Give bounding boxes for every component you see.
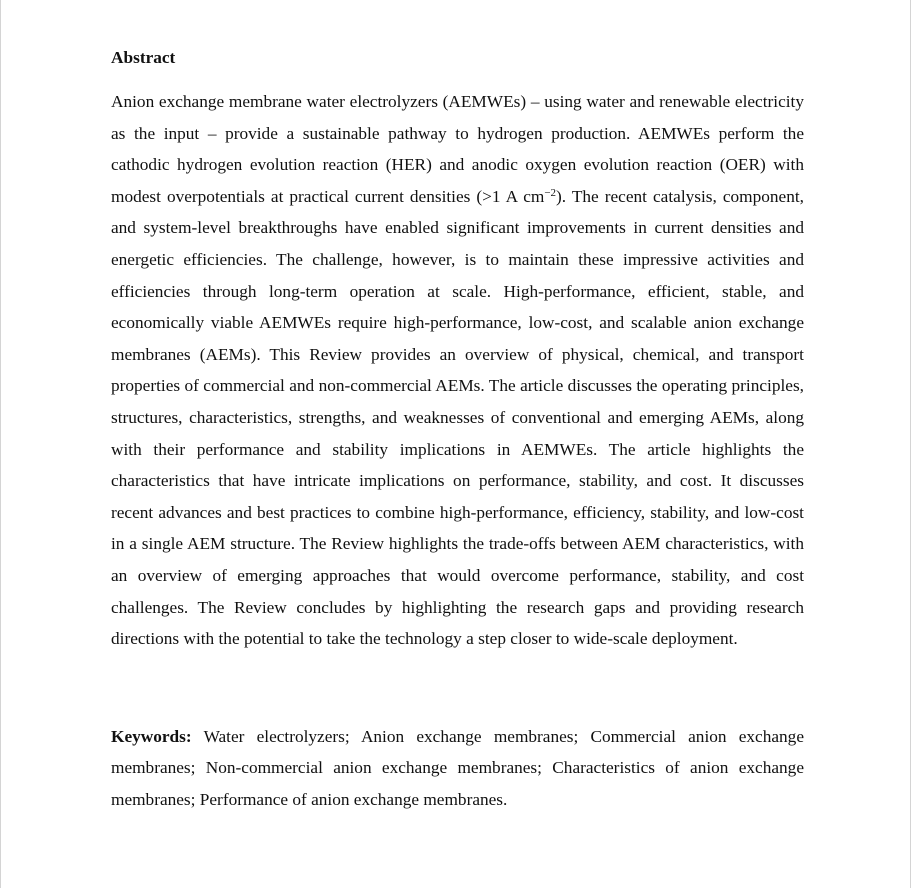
- abstract-text-part2: ). The recent catalysis, component, and system-level breakthroughs have enabled significant improvements in current densities and energetic efficiencies. The challenge, however, is to maintain these impressive activities and efficiencies through long-term operation at scale. High-performance, efficient, stable, and economically viable AEMWEs require high-performance, low-cost, and scalable anion exchange membranes (AEMs). This Review provides an overview of physical, chemical, and transport properties of commercial and non-commercial AEMs. The article discusses the operating principles, structures, characteristics, strengths, and weaknesses of conventional and emerging AEMs, along with their performance and stability implications in AEMWEs. The article highlights the characteristics that have intricate implications on performance, stability, and cost. It discusses recent advances and best practices to combine high-performance, efficiency, stability, and low-cost in a single AEM structure. The Review highlights the trade-offs between AEM characteristics, with an overview of emerging approaches that would overcome performance, stability, and cost challenges. The Review concludes by highlighting the research gaps and providing research directions with the potential to take the technology a step closer to wide-scale deployment.: [111, 186, 804, 649]
- keywords-text: Water electrolyzers; Anion exchange membranes; Commercial anion exchange membranes; Non-commercial anion exchange membranes; Characteristics of anion exchange membranes; Performance of anion exchange membranes.: [111, 726, 804, 809]
- keywords-label: Keywords:: [111, 726, 192, 746]
- abstract-paragraph: [111, 86, 804, 655]
- keywords-paragraph: [111, 721, 804, 816]
- abstract-heading: Abstract: [111, 48, 176, 67]
- page-content: [111, 44, 804, 815]
- abstract-text-part1: Anion exchange membrane water electrolyzers (AEMWEs) – using water and renewable electricity as the input – provide a sustainable pathway to hydrogen production. AEMWEs perform the cathodic hydrogen evolution reaction (HER) and anodic oxygen evolution reaction (OER) with modest overpotentials at practical current densities (>1 A cm: [111, 92, 804, 206]
- abstract-superscript: −2: [544, 186, 557, 199]
